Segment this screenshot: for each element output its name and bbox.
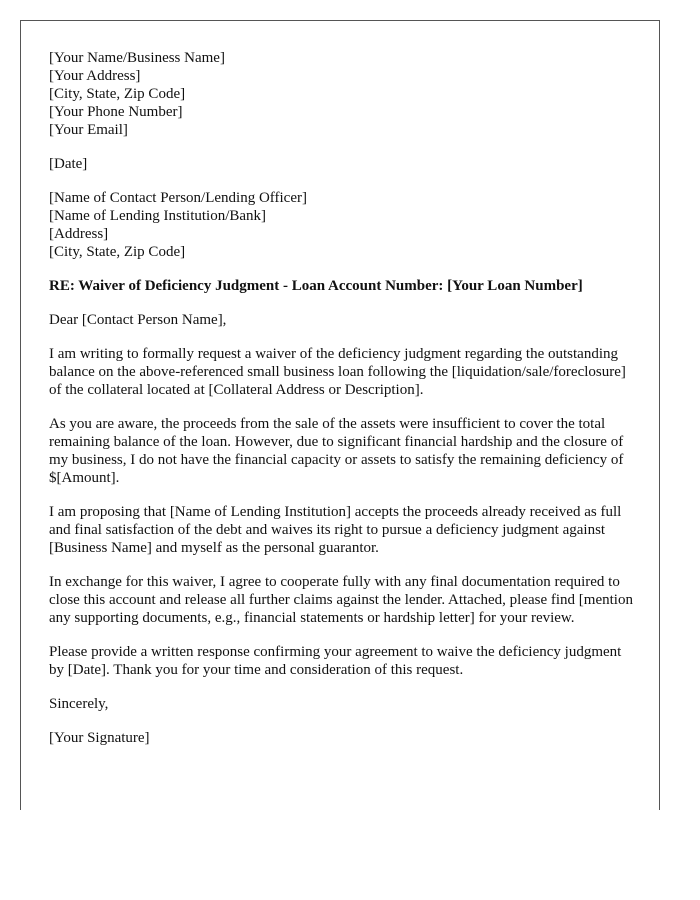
- sender-city-state-zip: [City, State, Zip Code]: [49, 86, 186, 102]
- body-paragraph-1: I am writing to formally request a waiver of the deficiency judgment regarding the outstanding balance on the above-referenced small business loan following the [liquidation/sale/foreclosure] of the collateral located at [Collateral Address or Description].: [49, 346, 626, 398]
- sender-block: [49, 49, 639, 139]
- body-paragraph-4: In exchange for this waiver, I agree to cooperate fully with any final documentation required to close this account and release all further claims against the lender. Attached, please find [mention any supporting documents, e.g., financial statements or hardship letter] for your review.: [49, 574, 633, 626]
- recipient-block: [49, 189, 639, 261]
- recipient-city-state-zip: [City, State, Zip Code]: [49, 244, 186, 260]
- subject-line: RE: Waiver of Deficiency Judgment - Loan Account Number: [Your Loan Number]: [49, 278, 583, 294]
- recipient-address: [Address]: [49, 226, 109, 242]
- letter-content: [49, 49, 639, 763]
- signature: [Your Signature]: [49, 730, 150, 746]
- recipient-institution: [Name of Lending Institution/Bank]: [49, 208, 267, 224]
- body-paragraph-2: As you are aware, the proceeds from the sale of the assets were insufficient to cover the total remaining balance of the loan. However, due to significant financial hardship and the closure of my business, I do not have the financial capacity or assets to satisfy the remaining deficiency of $[Amount].: [49, 416, 624, 486]
- recipient-contact: [Name of Contact Person/Lending Officer]: [49, 190, 307, 206]
- sender-name: [Your Name/Business Name]: [49, 50, 225, 66]
- closing: Sincerely,: [49, 696, 109, 712]
- letter-date: [Date]: [49, 156, 88, 172]
- body-paragraph-5: Please provide a written response confirming your agreement to waive the deficiency judgment by [Date]. Thank you for your time and consideration of this request.: [49, 644, 622, 678]
- letter-page: [20, 20, 660, 810]
- sender-email: [Your Email]: [49, 122, 128, 138]
- date-block: [49, 155, 639, 173]
- sender-address: [Your Address]: [49, 68, 141, 84]
- salutation: Dear [Contact Person Name],: [49, 312, 227, 328]
- body-paragraph-3: I am proposing that [Name of Lending Institution] accepts the proceeds already received as full and final satisfaction of the debt and waives its right to pursue a deficiency judgment against [Business Name] and myself as the personal guarantor.: [49, 504, 622, 556]
- sender-phone: [Your Phone Number]: [49, 104, 183, 120]
